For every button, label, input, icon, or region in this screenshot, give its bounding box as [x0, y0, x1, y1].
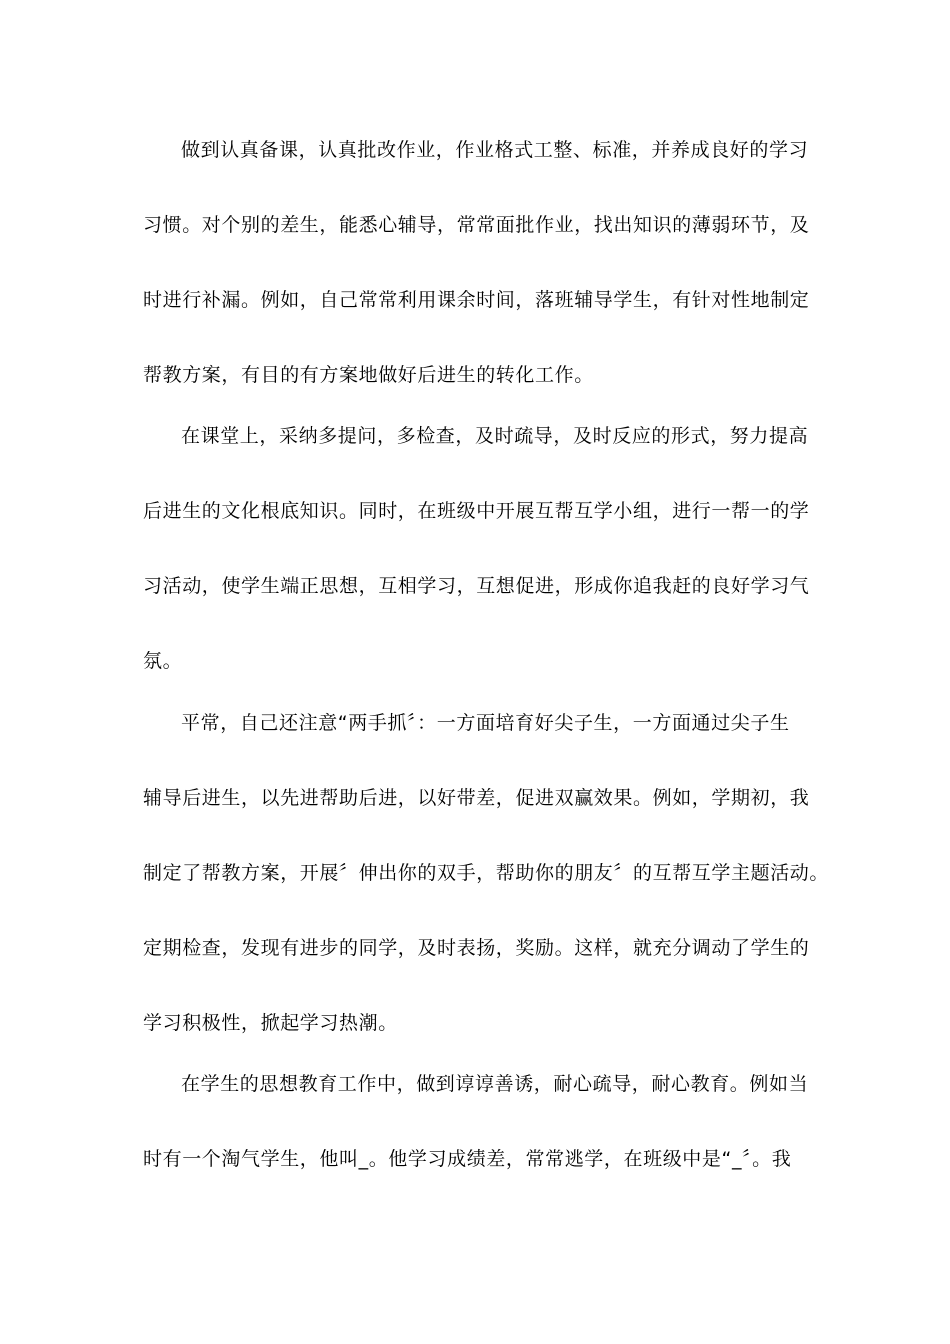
paragraph-1-line-4: 帮教方案，有目的有方案地做好后进生的转化工作。	[143, 364, 594, 386]
paragraph-4-line-2: 时有一个淘气学生，他叫_。他学习成绩差，常常逃学，在班级中是“_〞。我	[143, 1148, 792, 1170]
paragraph-3-line-4: 定期检查，发现有进步的同学，及时表扬，奖励。这样，就充分调动了学生的	[143, 937, 810, 959]
paragraph-1-line-2: 习惯。对个别的差生，能悉心辅导，常常面批作业，找出知识的薄弱环节，及	[143, 214, 810, 236]
paragraph-1-line-1: 做到认真备课，认真批改作业，作业格式工整、标准，并养成良好的学习	[181, 139, 809, 161]
paragraph-1-line-3: 时进行补漏。例如，自己常常利用课余时间，落班辅导学生，有针对性地制定	[143, 289, 810, 311]
paragraph-3-line-3: 制定了帮教方案，开展〞伸出你的双手，帮助你的朋友〞的互帮互学主题活动。	[143, 862, 830, 884]
paragraph-2-line-2: 后进生的文化根底知识。同时，在班级中开展互帮互学小组，进行一帮一的学	[143, 500, 810, 522]
paragraph-4-line-1: 在学生的思想教育工作中，做到谆谆善诱，耐心疏导，耐心教育。例如当	[181, 1073, 809, 1095]
paragraph-2-line-1: 在课堂上，采纳多提问，多检查，及时疏导，及时反应的形式，努力提高	[181, 425, 809, 447]
paragraph-2-line-4: 氛。	[143, 650, 183, 672]
paragraph-3-line-1: 平常，自己还注意“两手抓〞：一方面培育好尖子生，一方面通过尖子生	[181, 712, 790, 734]
paragraph-3-line-5: 学习积极性，掀起学习热潮。	[143, 1012, 398, 1034]
paragraph-2-line-3: 习活动，使学生端正思想，互相学习，互想促进，形成你追我赶的良好学习气	[143, 575, 810, 597]
paragraph-3-line-2: 辅导后进生，以先进帮助后进，以好带差，促进双赢效果。例如，学期初，我	[143, 787, 810, 809]
